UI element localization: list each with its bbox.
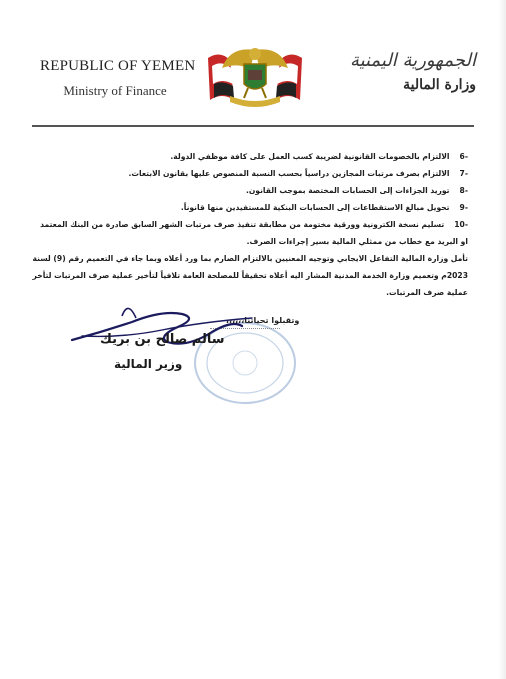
list-item: -6الالتزام بالخصومات القانونية لضريبة كسب العمل على كافة موظفي الدولة. (170, 152, 468, 161)
list-item: -8توريد الجزاءات إلى الحسابات المختصة بموجب القانون. (245, 186, 468, 195)
list-item: -9تحويل مبالغ الاستقطاعات إلى الحسابات البنكية للمستفيدين منها قانوناً. (180, 203, 468, 212)
header-divider (32, 125, 474, 127)
ministry-arabic: وزارة المالية (403, 77, 476, 93)
ministry-english: Ministry of Finance (63, 83, 167, 98)
letter-body (32, 148, 468, 301)
paragraph-line: 2023م وتعميم وزارة الخدمة المدنية المشار اليه أعلاه تحقيقاً للمصلحة العامة تلافياً لتأخير عملية صرف المرتبات لتأخر (32, 271, 468, 280)
signatory-name: سالم صالح بن بريك (100, 332, 225, 347)
arabic-header (306, 50, 476, 93)
page-edge-shadow (498, 0, 506, 679)
paragraph-line: تأمل وزارة المالية التفاعل الايجابي وتوجيه المعنيين بالالتزام الصارم بما ورد أعلاه وبما جاء في التعميم رقم (9) لسنة (32, 254, 468, 263)
english-header (40, 58, 196, 99)
signatory-title: وزير المالية (114, 357, 183, 371)
republic-arabic: الجمهورية اليمنية (349, 50, 476, 71)
paragraph-line: عملية صرف المرتبات. (386, 288, 468, 297)
list-item: -10تسليم نسخة الكترونية وورقية مختومة من مطابقة تنفيذ صرف مرتبات الشهر السابق صادرة من البنك المعتمد (40, 220, 468, 229)
paragraph-line: او البريد مع خطاب من ممثلي المالية بسير إجراءات الصرف. (246, 237, 468, 246)
yemen-eagle-emblem-icon (200, 40, 310, 114)
list-item: -7الالتزام بصرف مرتبات المجازين دراسياً بحسب النسبة المنصوص عليها بقانون الابتعاث. (128, 169, 468, 178)
republic-english: REPUBLIC OF YEMEN (40, 58, 196, 74)
closing-text: وتقبلوا تحياتنا،،،،،، (226, 316, 300, 325)
